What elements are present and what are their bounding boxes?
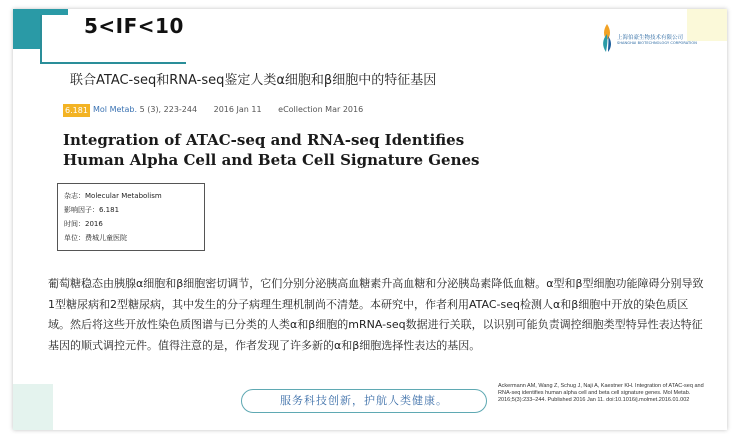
reference-citation: Ackermann AM, Wang Z, Schug J, Naji A, Kaestner KH. Integration of ATAC-seq and RNA-seq identifies human alpha cell and beta cell signature genes. Mol Metab. 2016;5(3):233–244. Published 2016 Jan 11. doi:10.1016/j.molmet.2016.01.002: [498, 383, 704, 403]
ecollection-date: eCollection Mar 2016: [278, 105, 364, 114]
corner-decoration-bottom-left: [13, 384, 53, 430]
logo-name-en: SHANGHAI BIOTECHNOLOGY CORPORATION: [617, 41, 697, 45]
paper-title: [63, 130, 480, 170]
info-time: 时间：2016: [64, 220, 103, 228]
publish-date: 2016 Jan 11: [213, 105, 262, 114]
logo-name-cn: 上海伯豪生物技术有限公司: [617, 35, 684, 41]
abstract-text: 葡萄糖稳态由胰腺α细胞和β细胞密切调节，它们分别分泌胰高血糖素升高血糖和分泌胰岛素降低血糖。α型和β型细胞功能障碍分别导致1型糖尿病和2型糖尿病，其中发生的分子病理生理机制尚不清楚。本研究中，作者利用ATAC-seq检测人α和β细胞中开放的染色质区域。然后将这些开放性染色质图谱与已分类的人类α和β细胞的mRNA-seq数据进行关联，以识别可能负责调控细胞类型特异性表达特征基因的顺式调控元件。值得注意的是，作者发现了许多新的α和β细胞选择性表达的基因。: [48, 277, 704, 352]
citation-line: [93, 105, 363, 114]
volume-info: 5 (3), 223-244: [139, 105, 198, 114]
paper-title-line-1: Integration of ATAC-seq and RNA-seq Identifies: [63, 131, 465, 149]
paper-info-box: [57, 183, 205, 251]
info-journal: 杂志：Molecular Metabolism: [64, 192, 162, 200]
journal-link[interactable]: Mol Metab.: [93, 105, 138, 114]
company-tagline: 服务科技创新，护航人类健康。: [241, 389, 487, 413]
paper-title-line-2: Human Alpha Cell and Beta Cell Signature Genes: [63, 151, 480, 169]
info-institution: 单位：费城儿童医院: [64, 234, 127, 242]
company-logo: [600, 22, 715, 54]
info-impact-factor: 影响因子：6.181: [64, 206, 120, 214]
slide-heading: 5<IF<10: [84, 14, 184, 38]
slide-subtitle: 联合ATAC-seq和RNA-seq鉴定人类α细胞和β细胞中的特征基因: [70, 73, 437, 88]
impact-factor-badge: 6.181: [63, 104, 90, 117]
logo-mark-icon: [600, 22, 614, 54]
